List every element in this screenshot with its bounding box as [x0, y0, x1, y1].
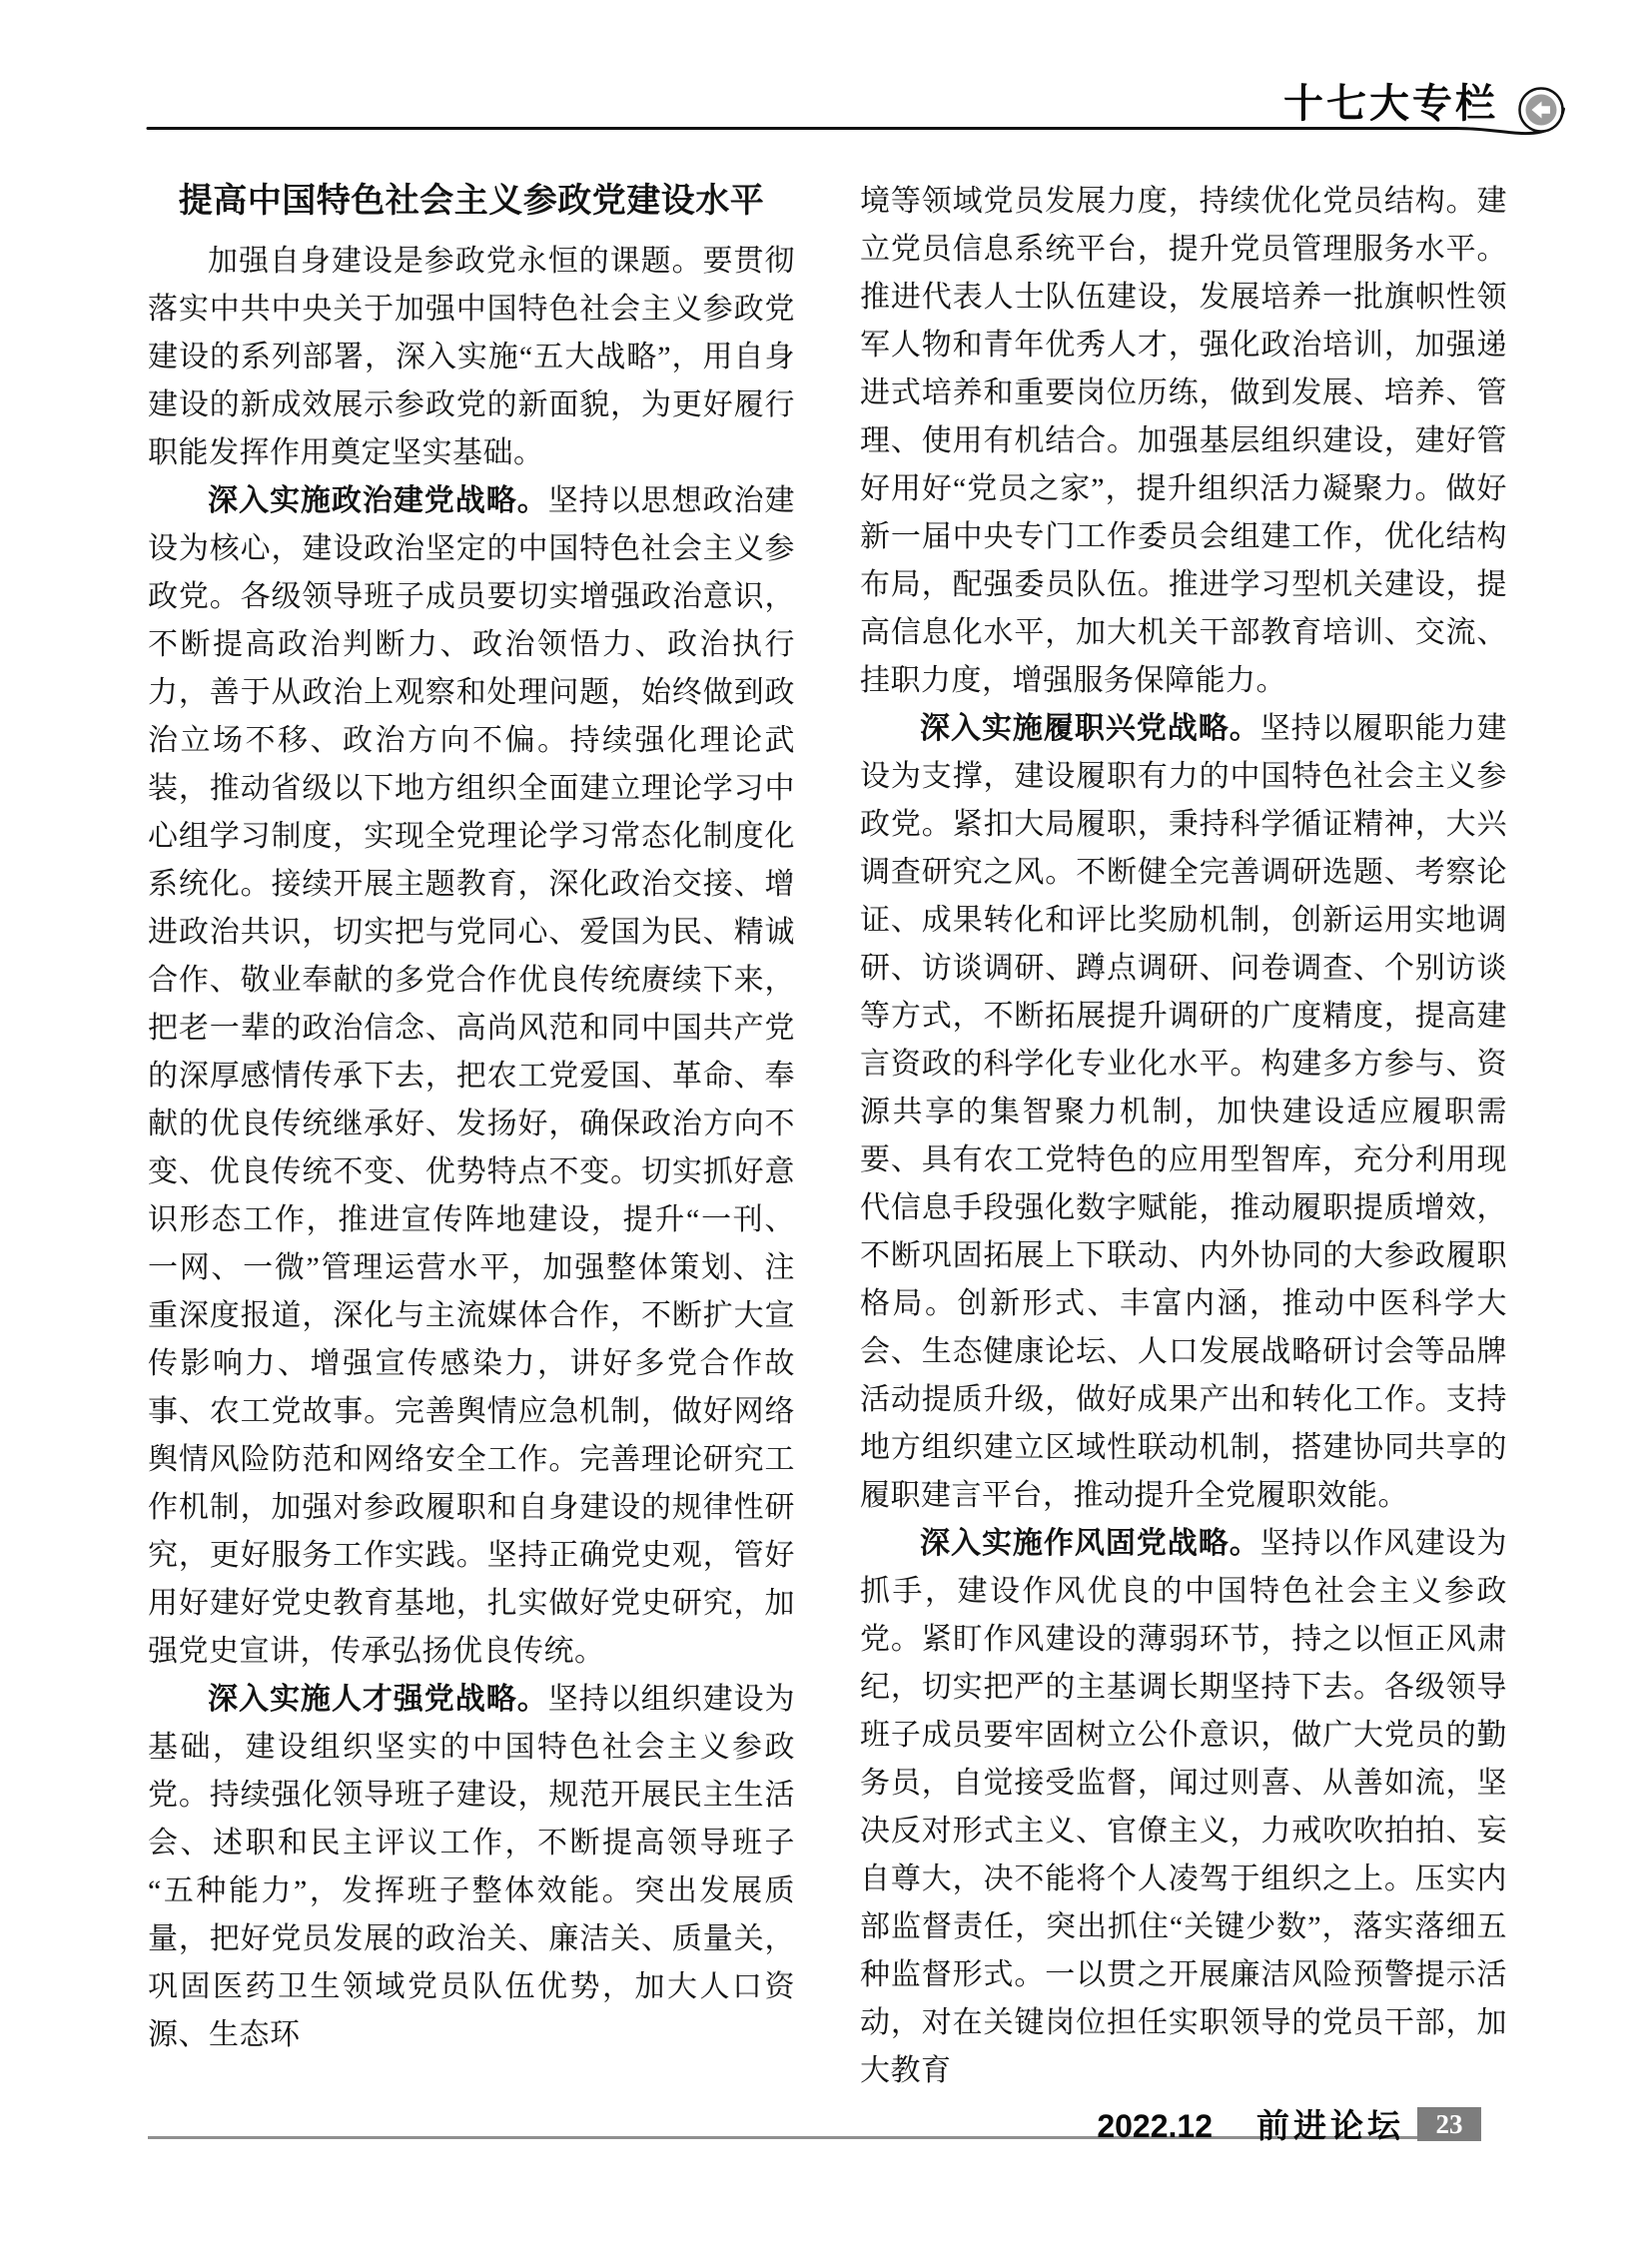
left-column: [148, 178, 795, 2095]
article-columns: [148, 178, 1507, 2095]
column-section-label: 十七大专栏: [1283, 82, 1498, 126]
paragraph-lead-heading: 深入实施履职兴党战略。: [920, 712, 1260, 745]
footer-journal-name: 前进论坛: [1256, 2109, 1404, 2145]
right-column-paragraphs: [860, 178, 1507, 2095]
header-rule-line: [148, 109, 1564, 134]
left-column-paragraphs: [148, 238, 795, 2059]
back-icon: [1520, 89, 1563, 132]
paragraph-lead-heading: 深入实施作风固党战略。: [920, 1527, 1260, 1560]
article-title: 提高中国特色社会主义参政党建设水平: [178, 183, 765, 220]
paragraph-lead-heading: 深入实施人才强党战略。: [208, 1683, 548, 1716]
paragraph-lead-heading: 深入实施政治建党战略。: [208, 484, 548, 517]
paragraph-text: 境等领域党员发展力度，持续优化党员结构。建立党员信息系统平台，提升党员管理服务水平。推进代表人士队伍建设，发展培养一批旗帜性领军人物和青年优秀人才，强化政治培训，加强递进式培养和重要岗位历练，做到发展、培养、管理、使用有机结合。加强基层组织建设，建好管好用好“党员之家”，提升组织活力凝聚力。做好新一届中央专门工作委员会组建工作，优化结构布局，配强委员队伍。推进学习型机关建设，提高信息化水平，加大机关干部教育培训、交流、挂职力度，增强服务保障能力。: [860, 185, 1507, 697]
paragraph-text: 加强自身建设是参政党永恒的课题。要贯彻落实中共中央关于加强中国特色社会主义参政党建设的系列部署，深入实施“五大战略”，用自身建设的新成效展示参政党的新面貌，为更好履行职能发挥作用奠定坚实基础。: [148, 245, 795, 469]
footer: [0, 2100, 1404, 2147]
paragraph-text: 坚持以履职能力建设为支撑，建设履职有力的中国特色社会主义参政党。紧扣大局履职，秉持科学循证精神，大兴调查研究之风。不断健全完善调研选题、考察论证、成果转化和评比奖励机制，创新运用实地调研、访谈调研、蹲点调研、问卷调查、个别访谈等方式，不断拓展提升调研的广度精度，提高建言资政的科学化专业化水平。构建多方参与、资源共享的集智聚力机制，加快建设适应履职需要、具有农工党特色的应用型智库，充分利用现代信息手段强化数字赋能，推动履职提质增效，不断巩固拓展上下联动、内外协同的大参政履职格局。创新形式、丰富内涵，推动中医科学大会、生态健康论坛、人口发展战略研讨会等品牌活动提质升级，做好成果产出和转化工作。支持地方组织建立区域性联动机制，搭建协同共享的履职建言平台，推动提升全党履职效能。: [860, 712, 1508, 1512]
body-paragraph: [860, 1520, 1507, 2095]
right-column: [860, 178, 1507, 2095]
body-paragraph: [148, 477, 795, 1676]
body-paragraph: [860, 705, 1507, 1520]
body-paragraph: [148, 1676, 795, 2059]
header-rule: [0, 0, 1652, 170]
body-paragraph: [860, 178, 1507, 705]
paragraph-text: 坚持以作风建设为抓手，建设作风优良的中国特色社会主义参政党。紧盯作风建设的薄弱环节，持之以恒正风肃纪，切实把严的主基调长期坚持下去。各级领导班子成员要牢固树立公仆意识，做广大党员的勤务员，自觉接受监督，闻过则喜、从善如流，坚决反对形式主义、官僚主义，力戒吹吹拍拍、妄自尊大，决不能将个人凌驾于组织之上。压实内部监督责任，突出抓住“关键少数”，落实落细五种监督形式。一以贯之开展廉洁风险预警提示活动，对在关键岗位担任实职领导的党员干部，加大教育: [860, 1527, 1508, 2087]
footer-issue-date: 2022.12: [1097, 2108, 1213, 2144]
page-number-badge: 23: [1417, 2107, 1481, 2141]
body-paragraph: [148, 238, 795, 477]
paragraph-text: 坚持以思想政治建设为核心，建设政治坚定的中国特色社会主义参政党。各级领导班子成员要切实增强政治意识，不断提高政治判断力、政治领悟力、政治执行力，善于从政治上观察和处理问题，始终做到政治立场不移、政治方向不偏。持续强化理论武装，推动省级以下地方组织全面建立理论学习中心组学习制度，实现全党理论学习常态化制度化系统化。接续开展主题教育，深化政治交接、增进政治共识，切实把与党同心、爱国为民、精诚合作、敬业奉献的多党合作优良传统赓续下来，把老一辈的政治信念、高尚风范和同中国共产党的深厚感情传承下去，把农工党爱国、革命、奉献的优良传统继承好、发扬好，确保政治方向不变、优良传统不变、优势特点不变。切实抓好意识形态工作，推进宣传阵地建设，提升“一刊、一网、一微”管理运营水平，加强整体策划、注重深度报道，深化与主流媒体合作，不断扩大宣传影响力、增强宣传感染力，讲好多党合作故事、农工党故事。完善舆情应急机制，做好网络舆情风险防范和网络安全工作。完善理论研究工作机制，加强对参政履职和自身建设的规律性研究，更好服务工作实践。坚持正确党史观，管好用好建好党史教育基地，扎实做好党史研究，加强党史宣讲，传承弘扬优良传统。: [148, 484, 796, 1668]
paragraph-text: 坚持以组织建设为基础，建设组织坚实的中国特色社会主义参政党。持续强化领导班子建设，规范开展民主生活会、述职和民主评议工作，不断提高领导班子“五种能力”，发挥班子整体效能。突出发展质量，把好党员发展的政治关、廉洁关、质量关，巩固医药卫生领域党员队伍优势，加大人口资源、生态环: [148, 1683, 796, 2051]
